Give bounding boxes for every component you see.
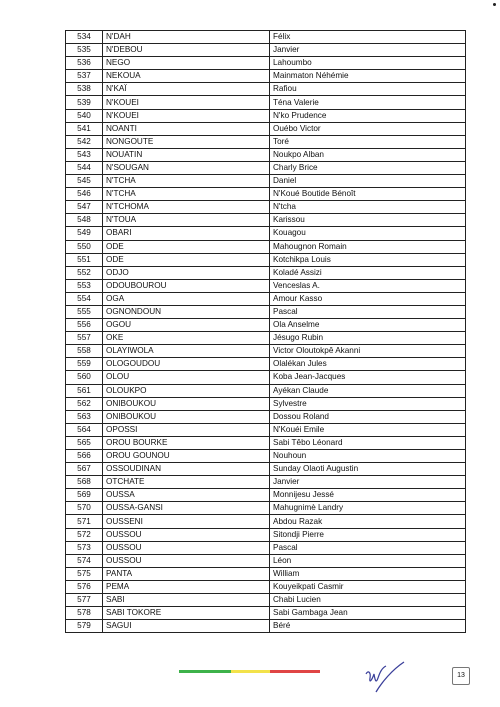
table-row xyxy=(66,122,466,135)
row-last-name: ODE xyxy=(103,253,270,266)
row-number: 563 xyxy=(66,410,103,423)
row-number: 534 xyxy=(66,31,103,44)
row-number: 548 xyxy=(66,214,103,227)
row-first-name: Charly Brice xyxy=(270,161,466,174)
row-number: 537 xyxy=(66,70,103,83)
table-row xyxy=(66,201,466,214)
row-last-name: N'TCHA xyxy=(103,175,270,188)
row-number: 575 xyxy=(66,567,103,580)
table-row xyxy=(66,188,466,201)
row-number: 547 xyxy=(66,201,103,214)
row-first-name: Sunday Olaoti Augustin xyxy=(270,463,466,476)
row-number: 578 xyxy=(66,607,103,620)
table-row xyxy=(66,109,466,122)
row-first-name: N'Kouéi Emile xyxy=(270,423,466,436)
row-first-name: Sitondji Pierre xyxy=(270,528,466,541)
row-number: 555 xyxy=(66,305,103,318)
table-row xyxy=(66,148,466,161)
row-number: 567 xyxy=(66,463,103,476)
row-number: 577 xyxy=(66,594,103,607)
row-number: 579 xyxy=(66,620,103,633)
table-row xyxy=(66,358,466,371)
table-row xyxy=(66,70,466,83)
row-last-name: N'TOUA xyxy=(103,214,270,227)
table-row xyxy=(66,620,466,633)
row-first-name: Abdou Razak xyxy=(270,515,466,528)
row-first-name: Kotchikpa Louis xyxy=(270,253,466,266)
row-first-name: N'tcha xyxy=(270,201,466,214)
table-row xyxy=(66,594,466,607)
row-number: 565 xyxy=(66,436,103,449)
row-first-name: Dossou Roland xyxy=(270,410,466,423)
row-first-name: N'Koué Boutide Bénoît xyxy=(270,188,466,201)
table-row xyxy=(66,515,466,528)
row-last-name: OPOSSI xyxy=(103,423,270,436)
row-number: 576 xyxy=(66,580,103,593)
row-number: 546 xyxy=(66,188,103,201)
row-last-name: OBARI xyxy=(103,227,270,240)
row-first-name: Daniel xyxy=(270,175,466,188)
row-last-name: ONIBOUKOU xyxy=(103,397,270,410)
table-row xyxy=(66,436,466,449)
table-row xyxy=(66,580,466,593)
row-last-name: NONGOUTE xyxy=(103,135,270,148)
table-row xyxy=(66,227,466,240)
table-row xyxy=(66,528,466,541)
table-row xyxy=(66,450,466,463)
row-number: 538 xyxy=(66,83,103,96)
row-last-name: OGA xyxy=(103,292,270,305)
row-number: 571 xyxy=(66,515,103,528)
table-row xyxy=(66,253,466,266)
row-number: 550 xyxy=(66,240,103,253)
row-number: 544 xyxy=(66,161,103,174)
row-last-name: N'KAÏ xyxy=(103,83,270,96)
table-row xyxy=(66,214,466,227)
row-number: 570 xyxy=(66,502,103,515)
row-last-name: ONIBOUKOU xyxy=(103,410,270,423)
table-row xyxy=(66,96,466,109)
row-first-name: Koba Jean-Jacques xyxy=(270,371,466,384)
row-first-name: Chabi Lucien xyxy=(270,594,466,607)
row-number: 549 xyxy=(66,227,103,240)
table-row xyxy=(66,371,466,384)
table-row xyxy=(66,305,466,318)
row-first-name: Koladé Assizi xyxy=(270,266,466,279)
row-last-name: ODE xyxy=(103,240,270,253)
row-last-name: N'TCHA xyxy=(103,188,270,201)
row-first-name: Félix xyxy=(270,31,466,44)
row-first-name: Amour Kasso xyxy=(270,292,466,305)
table-row xyxy=(66,175,466,188)
row-last-name: N'DEBOU xyxy=(103,44,270,57)
table-row xyxy=(66,489,466,502)
row-last-name: OSSOUDINAN xyxy=(103,463,270,476)
row-first-name: Mainmaton Néhémie xyxy=(270,70,466,83)
page-number: 13 xyxy=(452,667,470,685)
table-row xyxy=(66,410,466,423)
row-last-name: NOANTI xyxy=(103,122,270,135)
row-last-name: OGOU xyxy=(103,319,270,332)
row-number: 560 xyxy=(66,371,103,384)
table-row xyxy=(66,607,466,620)
name-list xyxy=(65,30,466,633)
row-last-name: OROU GOUNOU xyxy=(103,450,270,463)
row-last-name: N'DAH xyxy=(103,31,270,44)
row-first-name: Ayékan Claude xyxy=(270,384,466,397)
table-body xyxy=(66,31,466,633)
table-row xyxy=(66,554,466,567)
row-first-name: Rafiou xyxy=(270,83,466,96)
row-last-name: OLAYIWOLA xyxy=(103,345,270,358)
row-first-name: Venceslas A. xyxy=(270,279,466,292)
row-number: 559 xyxy=(66,358,103,371)
table-row xyxy=(66,31,466,44)
row-last-name: SABI TOKORE xyxy=(103,607,270,620)
row-first-name: Monnijesu Jessé xyxy=(270,489,466,502)
row-first-name: Noukpo Alban xyxy=(270,148,466,161)
row-first-name: William xyxy=(270,567,466,580)
row-first-name: Sabi Têbo Léonard xyxy=(270,436,466,449)
row-last-name: SAGUI xyxy=(103,620,270,633)
flag-stripe-green xyxy=(179,670,231,673)
row-number: 535 xyxy=(66,44,103,57)
row-first-name: Nouhoun xyxy=(270,450,466,463)
row-last-name: OLOGOUDOU xyxy=(103,358,270,371)
row-last-name: SABI xyxy=(103,594,270,607)
table-row xyxy=(66,476,466,489)
table-row xyxy=(66,345,466,358)
row-first-name: Sabi Gambaga Jean xyxy=(270,607,466,620)
signature-initials xyxy=(362,660,408,696)
row-number: 573 xyxy=(66,541,103,554)
row-first-name: Mahougnon Romain xyxy=(270,240,466,253)
row-last-name: OUSSA-GANSI xyxy=(103,502,270,515)
row-first-name: Toré xyxy=(270,135,466,148)
flag-stripe-yellow xyxy=(231,670,270,673)
row-last-name: OUSSA xyxy=(103,489,270,502)
row-number: 551 xyxy=(66,253,103,266)
row-number: 553 xyxy=(66,279,103,292)
table-row xyxy=(66,292,466,305)
row-number: 572 xyxy=(66,528,103,541)
row-last-name: OROU BOURKE xyxy=(103,436,270,449)
flag-stripe-red xyxy=(270,670,320,673)
table-row xyxy=(66,541,466,554)
row-last-name: NOUATIN xyxy=(103,148,270,161)
table-row xyxy=(66,567,466,580)
corner-mark xyxy=(493,3,496,6)
table-row xyxy=(66,44,466,57)
row-number: 569 xyxy=(66,489,103,502)
row-number: 554 xyxy=(66,292,103,305)
row-number: 562 xyxy=(66,397,103,410)
row-last-name: NEGO xyxy=(103,57,270,70)
table-row xyxy=(66,384,466,397)
row-last-name: OLOU xyxy=(103,371,270,384)
row-first-name: Lahoumbo xyxy=(270,57,466,70)
row-last-name: N'KOUEI xyxy=(103,109,270,122)
row-last-name: OUSSOU xyxy=(103,554,270,567)
row-number: 536 xyxy=(66,57,103,70)
row-first-name: Victor Oloutokpê Akanni xyxy=(270,345,466,358)
name-table xyxy=(65,30,466,633)
row-last-name: ODJO xyxy=(103,266,270,279)
row-last-name: N'KOUEI xyxy=(103,96,270,109)
row-first-name: Kouagou xyxy=(270,227,466,240)
row-first-name: Béré xyxy=(270,620,466,633)
row-first-name: Jésugo Rubin xyxy=(270,332,466,345)
row-number: 561 xyxy=(66,384,103,397)
table-row xyxy=(66,279,466,292)
row-first-name: Pascal xyxy=(270,541,466,554)
table-row xyxy=(66,397,466,410)
row-first-name: Téna Valerie xyxy=(270,96,466,109)
row-last-name: NEKOUA xyxy=(103,70,270,83)
table-row xyxy=(66,161,466,174)
row-first-name: Mahugnimè Landry xyxy=(270,502,466,515)
row-number: 556 xyxy=(66,319,103,332)
row-last-name: PANTA xyxy=(103,567,270,580)
table-row xyxy=(66,83,466,96)
row-first-name: Ouébo Victor xyxy=(270,122,466,135)
row-last-name: OTCHATE xyxy=(103,476,270,489)
row-number: 545 xyxy=(66,175,103,188)
table-row xyxy=(66,319,466,332)
row-last-name: OUSSOU xyxy=(103,541,270,554)
row-first-name: Olalékan Jules xyxy=(270,358,466,371)
row-first-name: Sylvestre xyxy=(270,397,466,410)
table-row xyxy=(66,266,466,279)
row-number: 568 xyxy=(66,476,103,489)
row-last-name: PEMA xyxy=(103,580,270,593)
table-row xyxy=(66,240,466,253)
row-number: 543 xyxy=(66,148,103,161)
row-first-name: N'ko Prudence xyxy=(270,109,466,122)
row-first-name: Ola Anselme xyxy=(270,319,466,332)
table-row xyxy=(66,332,466,345)
row-last-name: N'TCHOMA xyxy=(103,201,270,214)
row-first-name: Pascal xyxy=(270,305,466,318)
row-number: 564 xyxy=(66,423,103,436)
row-first-name: Janvier xyxy=(270,44,466,57)
row-last-name: OUSSENI xyxy=(103,515,270,528)
table-row xyxy=(66,502,466,515)
row-first-name: Janvier xyxy=(270,476,466,489)
row-last-name: OKE xyxy=(103,332,270,345)
row-last-name: OLOUKPO xyxy=(103,384,270,397)
table-row xyxy=(66,463,466,476)
table-row xyxy=(66,57,466,70)
row-number: 539 xyxy=(66,96,103,109)
row-last-name: ODOUBOUROU xyxy=(103,279,270,292)
table-row xyxy=(66,423,466,436)
row-number: 552 xyxy=(66,266,103,279)
row-last-name: OUSSOU xyxy=(103,528,270,541)
row-number: 542 xyxy=(66,135,103,148)
row-number: 558 xyxy=(66,345,103,358)
row-first-name: Léon xyxy=(270,554,466,567)
row-number: 541 xyxy=(66,122,103,135)
row-first-name: Kouyeikpati Casmir xyxy=(270,580,466,593)
row-last-name: N'SOUGAN xyxy=(103,161,270,174)
row-number: 540 xyxy=(66,109,103,122)
row-number: 574 xyxy=(66,554,103,567)
table-row xyxy=(66,135,466,148)
row-number: 557 xyxy=(66,332,103,345)
row-number: 566 xyxy=(66,450,103,463)
row-first-name: Karissou xyxy=(270,214,466,227)
row-last-name: OGNONDOUN xyxy=(103,305,270,318)
